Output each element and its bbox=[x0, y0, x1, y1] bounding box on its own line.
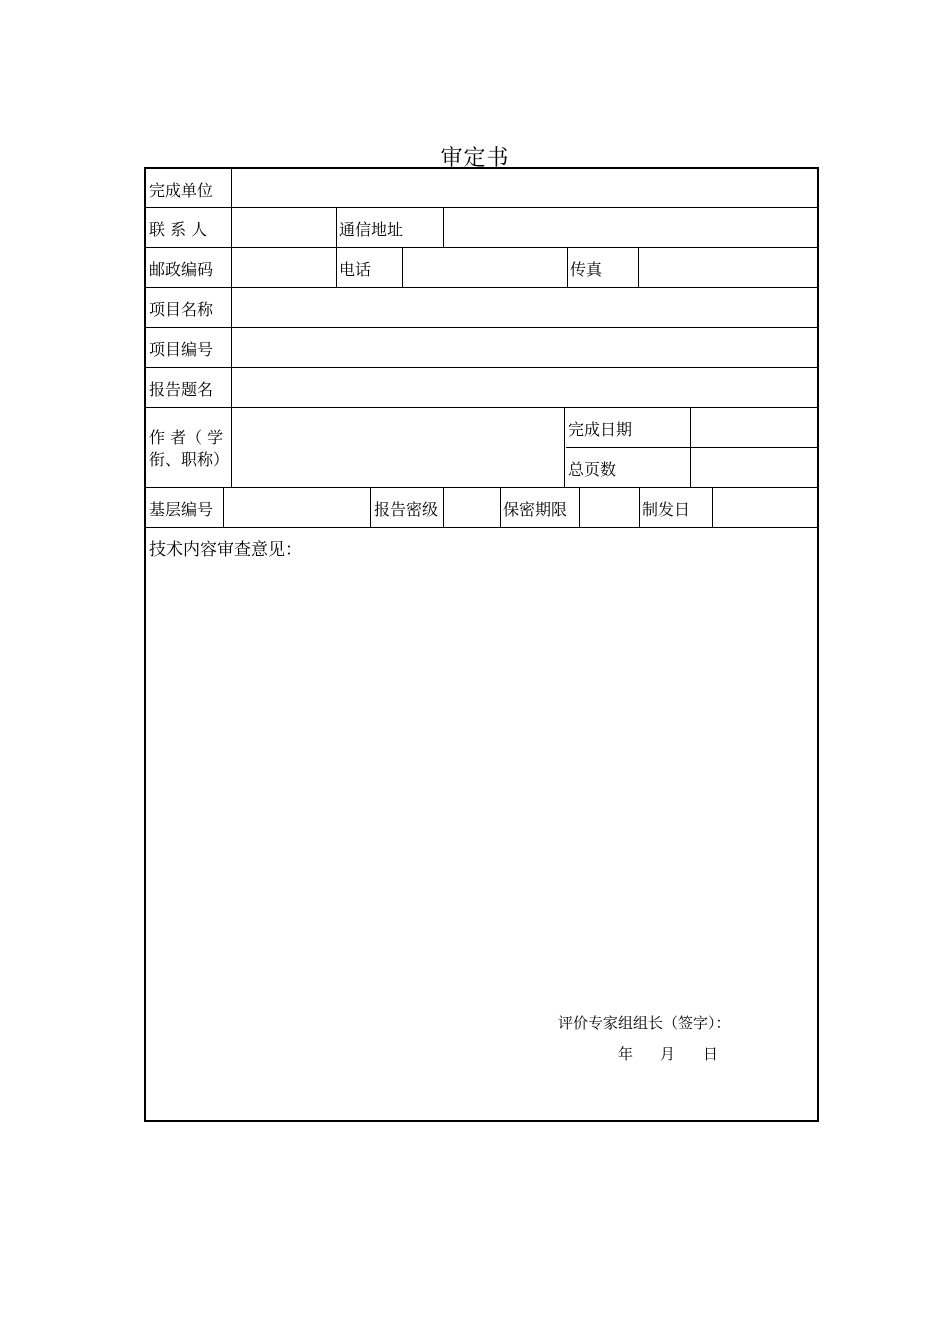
label-author-line2: 衔、职称） bbox=[149, 450, 230, 469]
total-pages-field[interactable] bbox=[691, 448, 817, 487]
date-year-label: 年 bbox=[618, 1045, 634, 1063]
base-number-field[interactable] bbox=[224, 488, 370, 527]
finish-date-field[interactable] bbox=[691, 408, 817, 447]
signature-label: 评价专家组组长（签字）： bbox=[558, 1014, 731, 1032]
report-title-field[interactable] bbox=[232, 368, 817, 407]
label-author-line1: 作 者（ 学 bbox=[149, 428, 224, 447]
label-fax: 传真 bbox=[570, 260, 603, 279]
label-phone: 电话 bbox=[339, 260, 372, 279]
label-issue-date: 制发日 bbox=[642, 500, 691, 519]
address-field[interactable] bbox=[444, 208, 817, 247]
label-total-pages: 总页数 bbox=[568, 460, 617, 479]
secret-level-field[interactable] bbox=[444, 488, 500, 527]
phone-field[interactable] bbox=[403, 248, 567, 287]
date-day-label: 日 bbox=[703, 1045, 719, 1063]
issue-date-field[interactable] bbox=[713, 488, 817, 527]
contact-person-field[interactable] bbox=[232, 208, 336, 247]
label-project-name: 项目名称 bbox=[149, 300, 214, 319]
secret-period-field[interactable] bbox=[580, 488, 639, 527]
label-postcode: 邮政编码 bbox=[149, 260, 214, 279]
approval-form bbox=[144, 167, 819, 1122]
author-field[interactable] bbox=[232, 408, 564, 487]
project-number-field[interactable] bbox=[232, 328, 817, 367]
label-secret-period: 保密期限 bbox=[503, 500, 568, 519]
opinion-heading: 技术内容审查意见： bbox=[149, 540, 302, 560]
project-name-field[interactable] bbox=[232, 288, 817, 327]
page-title: 审定书 bbox=[440, 146, 510, 171]
label-project-number: 项目编号 bbox=[149, 340, 214, 359]
label-secret-level: 报告密级 bbox=[374, 500, 439, 519]
label-address: 通信地址 bbox=[339, 220, 404, 239]
date-month-label: 月 bbox=[660, 1045, 676, 1063]
opinion-area[interactable] bbox=[146, 565, 817, 1005]
label-completion-unit: 完成单位 bbox=[149, 181, 214, 200]
fax-field[interactable] bbox=[639, 248, 817, 287]
label-report-title: 报告题名 bbox=[149, 380, 214, 399]
completion-unit-field[interactable] bbox=[232, 169, 817, 207]
label-finish-date: 完成日期 bbox=[568, 420, 633, 439]
label-contact-person: 联 系 人 bbox=[149, 220, 208, 239]
label-base-number: 基层编号 bbox=[149, 500, 214, 519]
postcode-field[interactable] bbox=[232, 248, 336, 287]
